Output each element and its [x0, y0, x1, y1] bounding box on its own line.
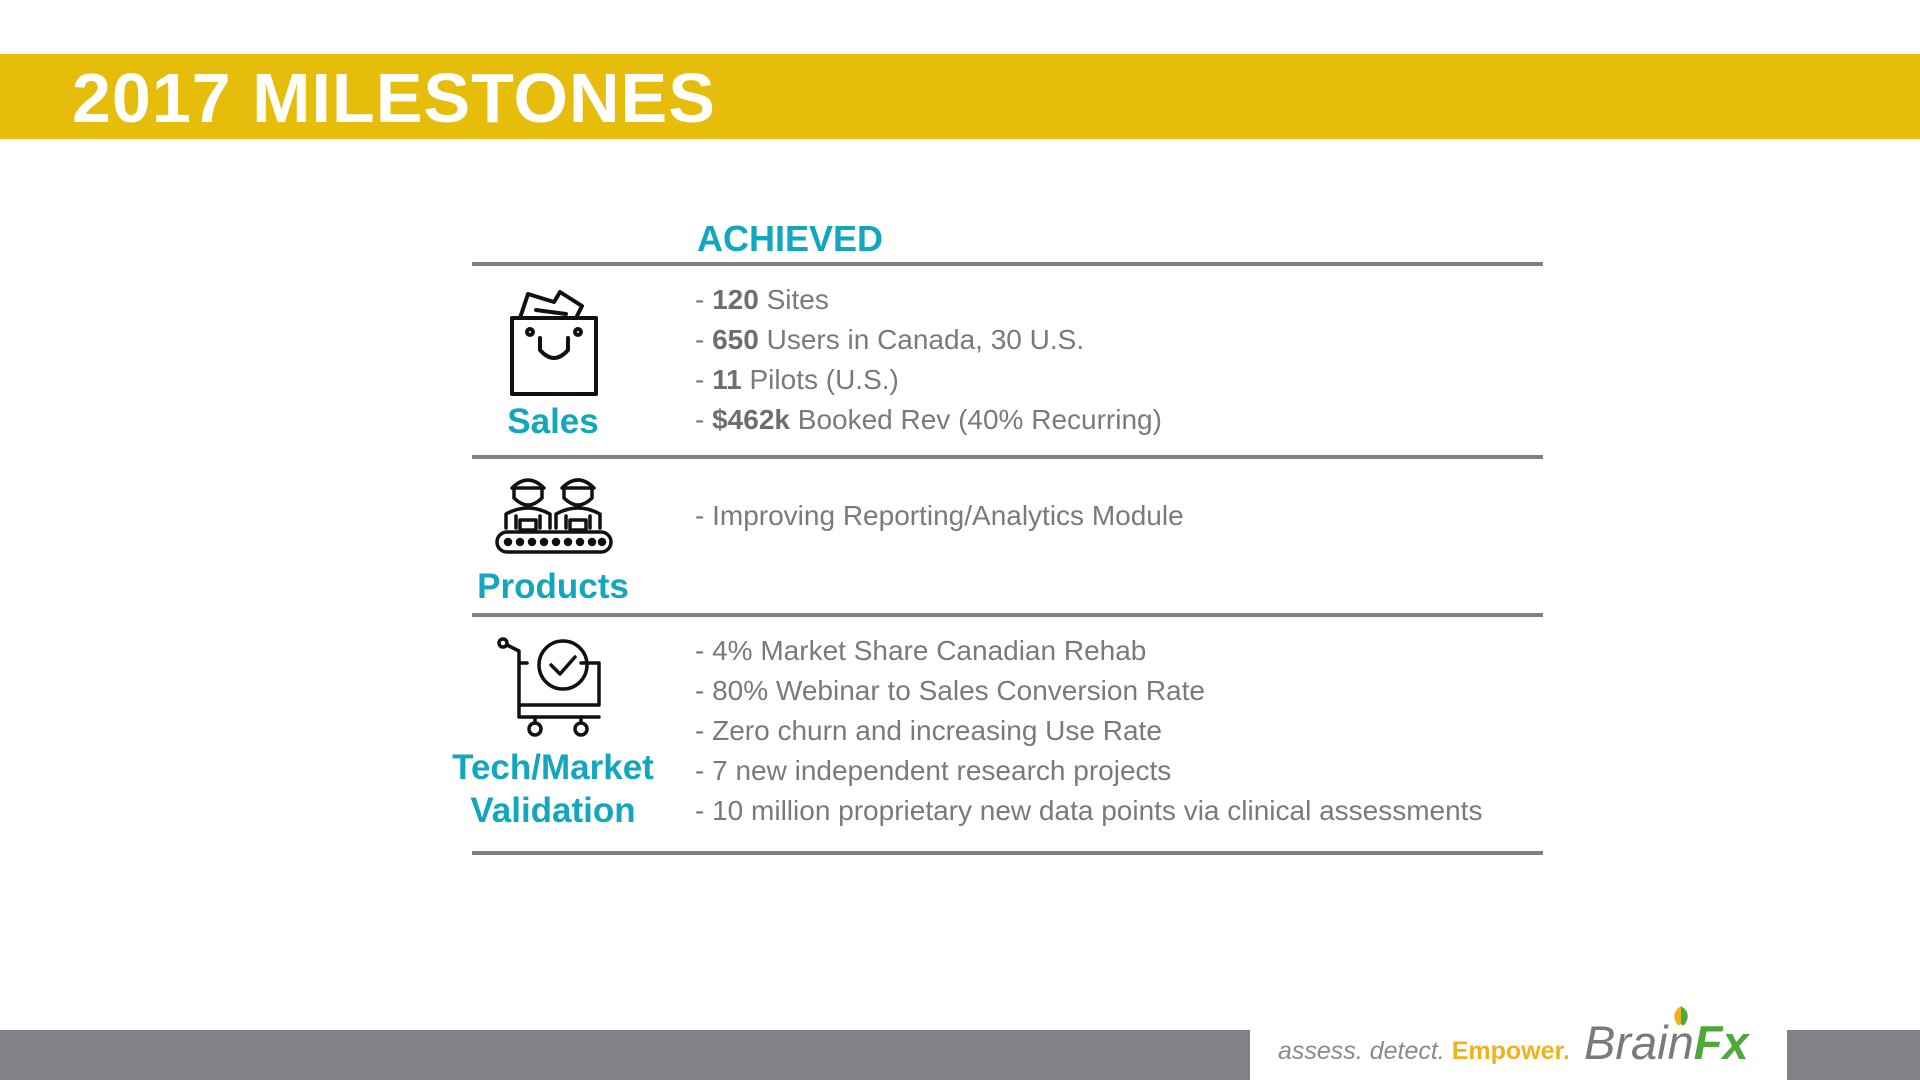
- divider: [472, 851, 1543, 855]
- sales-items: [695, 280, 1162, 440]
- category-label-sales: Sales: [507, 402, 599, 441]
- shopping-bag-icon: [506, 288, 602, 403]
- page-title: 2017 MILESTONES: [72, 59, 716, 137]
- category-label-products: Products: [477, 567, 629, 606]
- validation-items: [695, 631, 1482, 831]
- brainfx-logo: BrainFx: [1584, 1016, 1749, 1069]
- list-item: - 80% Webinar to Sales Conversion Rate: [695, 675, 1205, 706]
- divider: [472, 455, 1543, 459]
- list-item: - 4% Market Share Canadian Rehab: [695, 635, 1147, 666]
- divider: [472, 613, 1543, 617]
- list-item: - 11 Pilots (U.S.): [695, 364, 899, 395]
- list-item: - 7 new independent research projects: [695, 755, 1172, 786]
- footer-bar-right: [1787, 1030, 1920, 1080]
- list-item: - 650 Users in Canada, 30 U.S.: [695, 324, 1085, 355]
- factory-workers-icon: [494, 472, 614, 561]
- category-label-line: Validation: [470, 791, 636, 830]
- tagline: assess. detect. Empower.: [1278, 1037, 1570, 1065]
- list-item: - Improving Reporting/Analytics Module: [695, 500, 1184, 531]
- divider: [472, 262, 1543, 266]
- products-items: [695, 496, 1184, 536]
- footer-bar: [0, 1030, 1250, 1080]
- list-item: - 120 Sites: [695, 284, 829, 315]
- category-label-validation: [443, 746, 663, 832]
- list-item: - $462k Booked Rev (40% Recurring): [695, 404, 1162, 435]
- list-item: - 10 million proprietary new data points via clinical assessments: [695, 795, 1483, 826]
- column-header-achieved: ACHIEVED: [697, 218, 884, 259]
- cart-check-icon: [497, 637, 609, 742]
- list-item: - Zero churn and increasing Use Rate: [695, 715, 1162, 746]
- category-label-line: Tech/Market: [452, 748, 654, 787]
